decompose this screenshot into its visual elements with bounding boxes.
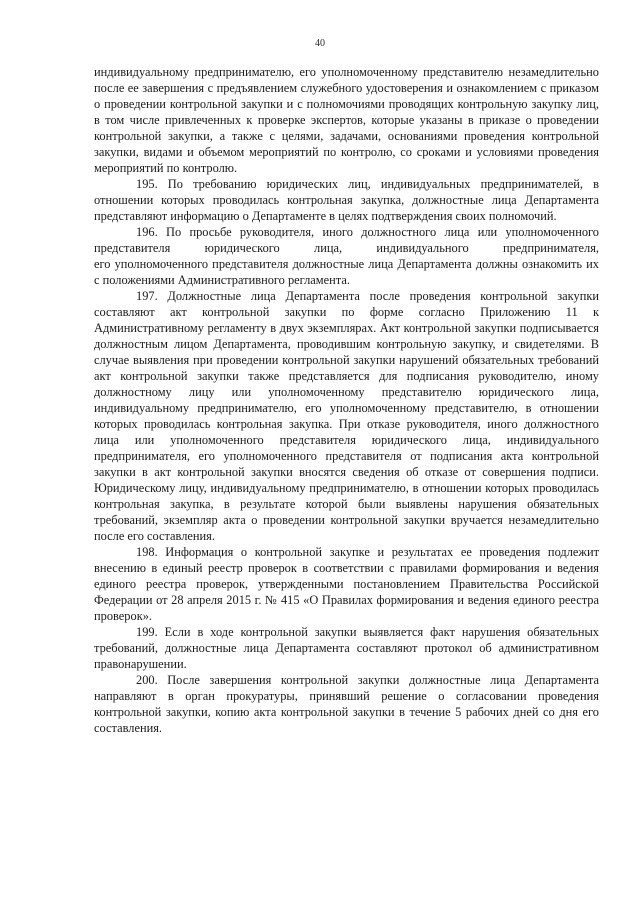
document-body (94, 64, 599, 736)
paragraph-196-part-2: его уполномоченного представителя должностные лица Департамента должны ознакомить их с положениями Административного регламента. (94, 257, 599, 287)
paragraph-195: 195. По требованию юридических лиц, индивидуальных предпринимателей, в отношении которых проводилась контрольная закупка, должностные лица Департамента представляют информацию о Департаменте в целях подтверждения своих полномочий. (94, 177, 599, 223)
paragraph-200: 200. После завершения контрольной закупки должностные лица Департамента направляют в орган прокуратуры, принявший решение о согласовании проведения контрольной закупки, копию акта контрольной закупки в течение 5 рабочих дней со дня его составления. (94, 673, 599, 735)
paragraph-196-part-1: 196. По просьбе руководителя, иного должностного лица или уполномоченного представителя юридического лица, индивидуального предпринимателя, (94, 225, 599, 255)
paragraph-199: 199. Если в ходе контрольной закупки выявляется факт нарушения обязательных требований, должностные лица Департамента составляют протокол об административном правонарушении. (94, 625, 599, 671)
paragraph-197: 197. Должностные лица Департамента после проведения контрольной закупки составляют акт контрольной закупки по форме согласно Приложению 11 к Административному регламенту в двух экземплярах. Акт контрольной закупки подписывается должностным лицом Департамента, проводившим контрольную закупку, и свидетелями. В случае выявления при проведении контрольной закупки нарушений обязательных требований акт контрольной закупки также представляется для подписания руководителю, иному должностному лицу или уполномоченному представителю юридического лица, индивидуальному предпринимателю, его уполномоченному представителю, в отношении которых проводилась контрольная закупка. При отказе руководителя, иного должностного лица или уполномоченного представителя юридического лица, индивидуального предпринимателя, его уполномоченного представителя от подписания акта контрольной закупки в акт контрольной закупки вносятся сведения об отказе от совершения подписи. Юридическому лицу, индивидуальному предпринимателю, в отношении которых проводилась контрольная закупка, в результате которой были выявлены нарушения обязательных требований, экземпляр акта о проведении контрольной закупки вручается незамедлительно после его составления. (94, 289, 599, 543)
paragraph-continuation: индивидуальному предпринимателю, его уполномоченному представителю незамедлительно после ее завершения с предъявлением служебного удостоверения и ознакомлением с приказом о проведении контрольной закупки и с полномочиями проводящих контрольную закупку лиц, в том числе привлеченных к проверке экспертов, которые указаны в приказе о проведении контрольной закупки, а также с целями, задачами, основаниями проведения контрольной закупки, видами и объемом мероприятий по контролю, со сроками и условиями проведения мероприятий по контролю. (94, 65, 599, 175)
paragraph-198: 198. Информация о контрольной закупке и результатах ее проведения подлежит внесению в единый реестр проверок в соответствии с правилами формирования и ведения единого реестра проверок, утвержденными постановлением Правительства Российской Федерации от 28 апреля 2015 г. № 415 «О Правилах формирования и ведения единого реестра проверок». (94, 545, 599, 623)
page-number: 40 (315, 38, 325, 49)
